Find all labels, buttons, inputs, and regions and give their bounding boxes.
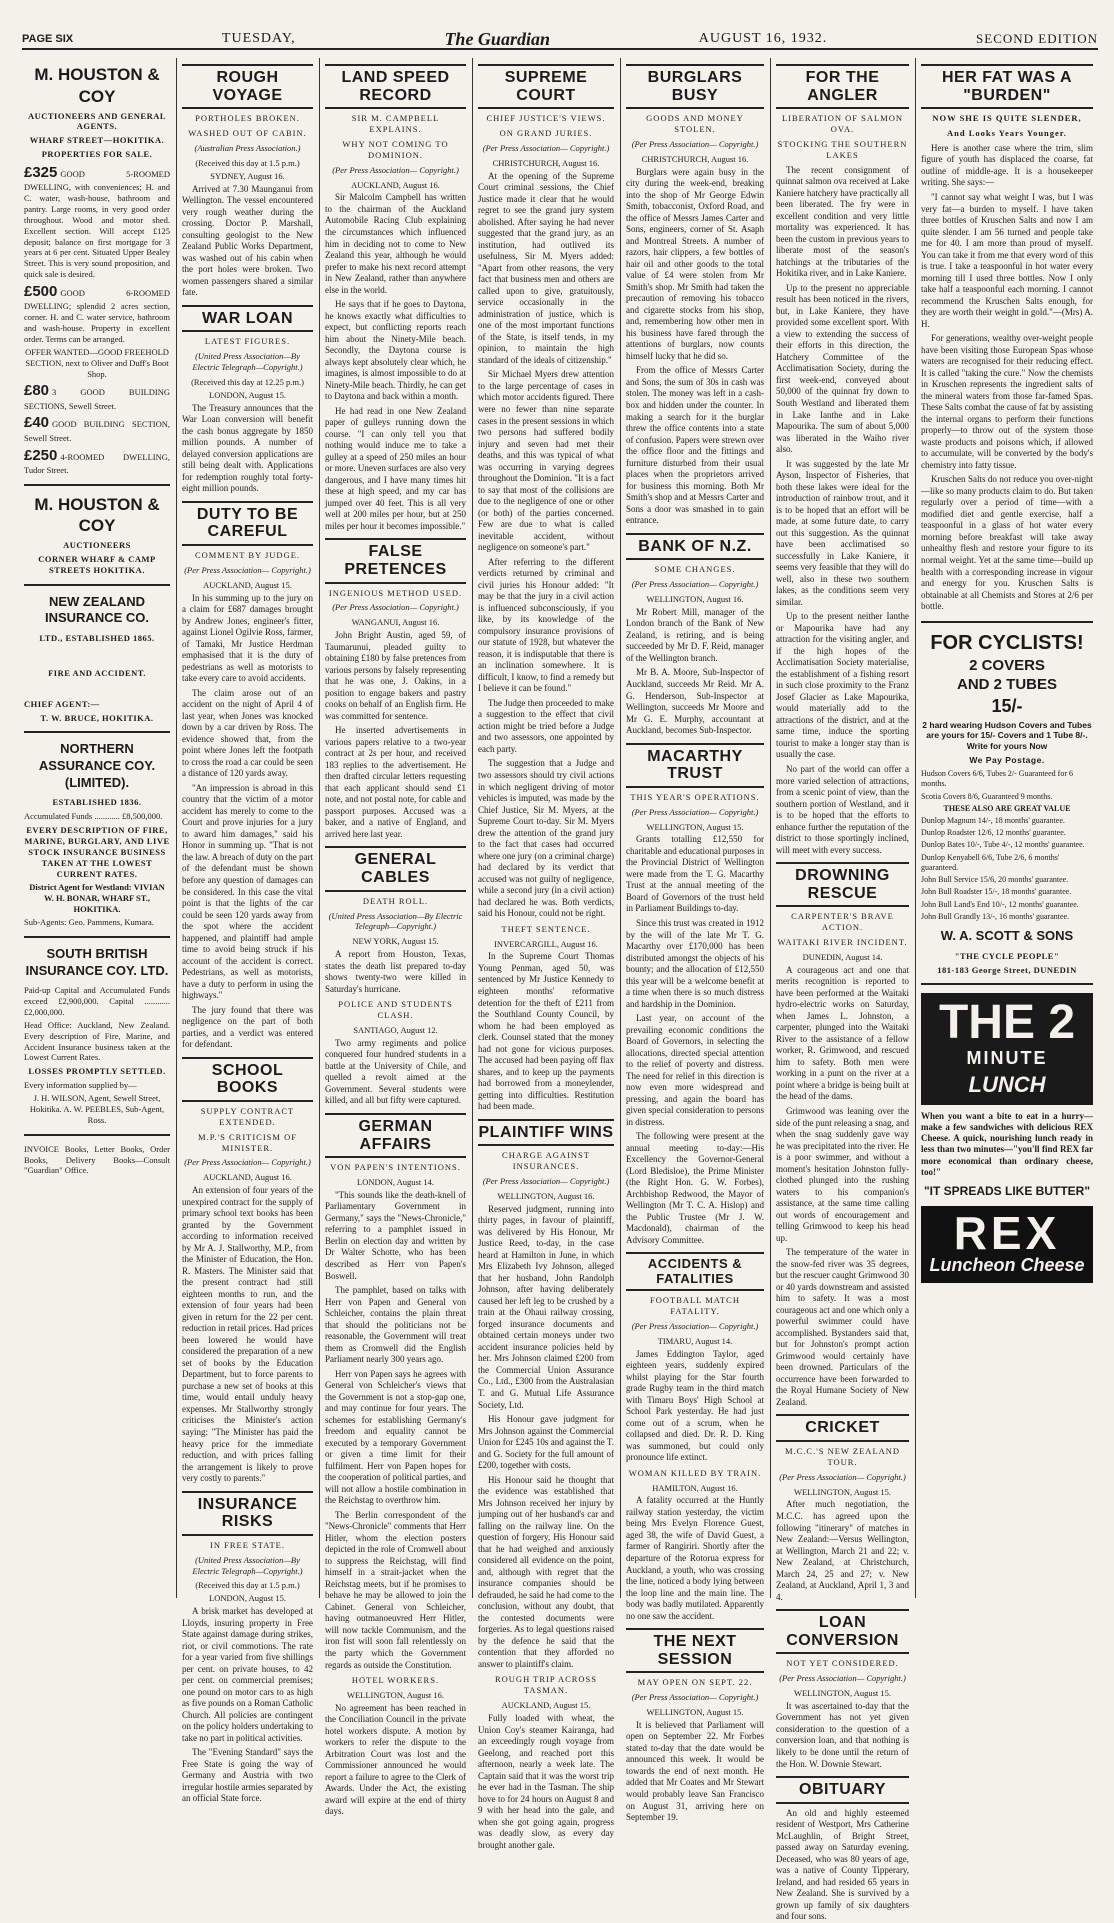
ad-insurance-agent-name: T. W. BRUCE, HOKITIKA.	[40, 712, 154, 723]
article-dateline: WELLINGTON, August 15.	[793, 1486, 892, 1497]
masthead	[22, 30, 1098, 50]
article-headline: SCHOOL BOOKS	[182, 1057, 313, 1102]
press-agency-line: (Per Press Association— Copyright.)	[184, 1157, 311, 1168]
ad-firm-name: M. HOUSTON & COY	[34, 494, 160, 536]
article-subheading: WAITAKI RIVER INCIDENT.	[777, 937, 908, 948]
article-subheading: M.C.C.'S NEW ZEALAND TOUR.	[784, 1445, 901, 1467]
ad-invoice-books: INVOICE Books, Letter Books, Order Books, Delivery Books—Consult "Guardian" Office.	[24, 1143, 170, 1176]
article-paragraph: An old and highly esteemed resident of Westport, Mrs Catherine McLaughlin, of Bright Street, passed away on Saturday evening. Deceased, who was 80 years of age, was a native of County Tipperary, Ireland, and had resided 65 years in New Zealand. She is survived by a grown up family of six daughters and four sons.	[776, 1807, 909, 1922]
article-paragraph: In the Supreme Court Thomas Young Penman, aged 50, was sentenced by Mr Justice Kennedy to eighteen months' reformative detention for the theft of £211 from the Southland County Council, by whom he had been employed as clerk. Counsel stated that the money had not gone for vicious purposes. The accused had been paying off flax shares, and to keep up the payments had borrowed from a moneylender, getting into difficulties. Restitution had been made.	[478, 951, 614, 1112]
article-paragraph: The claim arose out of an accident on the night of April 4 of last year, when Jones was knocked down by a car driven by Ross. The evidence showed that, from the point where Jones left the footpath to cross the road a car could be seen a distance of 120 yards away.	[182, 687, 313, 779]
press-agency-line: (Per Press Association— Copyright.)	[482, 1176, 610, 1186]
article-headline: LAND SPEED RECORD	[325, 64, 466, 109]
cyclist-ad-postage: We Pay Postage.	[969, 755, 1045, 766]
article-dateline: DUNEDIN, August 14.	[802, 951, 883, 962]
article-subheading: ON GRAND JURIES.	[499, 128, 593, 139]
article-paragraph: James Eddington Taylor, aged eighteen years, suddenly expired whilst playing for the Star fourth grade Rugby team in the third match with Timaru Boys' High School at School Park yesterday. He had just come out of a scrum, when he collapsed and died. Dr. R. D. King was summoned, but could only pronounce life extinct.	[626, 1348, 764, 1463]
cycle-shop-tagline: "THE CYCLE PEOPLE"	[954, 950, 1060, 961]
article-subheading: VON PAPEN'S INTENTIONS.	[330, 1162, 461, 1173]
article-subheading: M.P.'S CRITICISM OF MINISTER.	[198, 1131, 297, 1153]
article-paragraph: An extension of four years of the unexpired contract for the supply of primary school text books has been granted by the Government according to information received by Mr A. J. Stallworthy, M.P., from the Minister of Education, the Hon. R. Masters. The Minister said that the present contract had still eighteen months to run, and the extension of four years had been given in return for the 22 per cent. reduction in retail prices. Had prices been lowered he would have considered the preparation of a new set of books by the Education Department, but to force parents to purchase a new set of books at this time, would entail unduly heavy expenses. Mr Stallworthy strongly criticises the Minister's action saying: "The Minister has paid the heavy price for the immediate reduction, and with prices falling the arrangement is likely to prove very costly to parents."	[182, 1185, 313, 1484]
ad-insurance-capital: Paid-up Capital and Accumulated Funds exceed £2,900,000. Capital ............ £2,000,000.	[24, 985, 170, 1017]
article-dateline: SYDNEY, August 16.	[210, 170, 285, 181]
rex-ad-banner	[921, 993, 1093, 1104]
article-subheading: PORTHOLES BROKEN.	[195, 113, 300, 124]
article-paragraph: A courageous act and one that merits recognition is reported to have been performed at the Waitaki hydro-electric works on Saturday, when James L. Johnston, a carpenter, plunged into the Waitaki River to the assistance of a fellow worker, R. Grimwood, and rescued him to safety. Both men were working in a punt on the river at a point where a bridge is being built at the head of the dams.	[776, 964, 909, 1102]
article-subheading: INGENIOUS METHOD USED.	[328, 587, 463, 598]
article-paragraph: Fully loaded with wheat, the Union Coy's steamer Kairanga, had an exceedingly rough voyage from Geelong, and reached port this afternoon, nearly a week late. The Captain said that it was the worst trip he ever had in the Tasman. The ship hove to for 24 hours on August 8 and 9 with her head into the gale, and when she got going again, progress was deadly slow, as every day brought another gale.	[478, 1713, 614, 1850]
article-subheading: NOT YET CONSIDERED.	[786, 1658, 899, 1669]
article-subheading: STOCKING THE SOUTHERN LAKES	[777, 138, 908, 160]
press-agency-line: (Per Press Association— Copyright.)	[631, 1320, 759, 1331]
article-headline: DROWNING RESCUE	[776, 862, 909, 907]
tyre-price-item: Scotia Covers 8/6, Guaranteed 9 months.	[921, 791, 1053, 801]
ad-insurance-office: Head Office: Auckland, New Zealand. Every description of Fire, Marine, and Accident Insurance business taken at the Lowest Current Rates.	[24, 1019, 170, 1063]
rex-ad-lunch: LUNCH	[968, 1071, 1046, 1097]
press-agency-line: (Per Press Association— Copyright.)	[631, 1692, 759, 1703]
article-headline: GENERAL CABLES	[325, 846, 466, 891]
ad-paragraph: Kruschen Salts do not reduce you over-night—like so many products claim to do. But taken regularly over a period of time—with a modified diet and gentle exercise, half a teaspoonful in a glass of hot water every morning before breakfast will take away unhealthy flesh and restore your figure to its normal weight. Yet at the same time—build up health with a corresponding increase in vigour and energy for you. Kruschen Salts is obtainable at all Chemists and Stores at 2/6 per bottle.	[921, 474, 1093, 612]
article-headline: PLAINTIFF WINS	[478, 1119, 614, 1147]
article-paragraph: The "Evening Standard" says the Free State is going the way of Germany and Austria with two irregular hostile armies separated by an official State force.	[182, 1747, 313, 1804]
column-advertisements-left	[24, 58, 170, 1598]
tyre-price-item: John Bull Service 15/6, 20 months' guarantee.	[921, 875, 1069, 885]
article-paragraph: Up to the present neither Ianthe or Mapourika have had any attraction for the visiting angler, and if the high hopes of the Acclimatisation Society materialise, the establishment of a fishing resort in such close proximity to the Franz Josef Glacier as Lake Mapourika, would materially add to the attractions of the district, and at the same time, induce the sporting tourist to make a longer stay than is usually the case.	[776, 611, 909, 760]
article-paragraph: The pamphlet, based on talks with Herr von Papen and General von Schleicher, contains the plain threat that should the politicians not be reasonable, the Government will treat them as Cromwell did the English Parliament nearly 300 years ago.	[325, 1285, 466, 1365]
article-subheading: FOOTBALL MATCH FATALITY.	[650, 1295, 740, 1316]
cyclist-ad	[921, 631, 1093, 767]
article-paragraph: It is believed that Parliament will open on September 22. Mr Forbes stated to-day that the date would be announced this week. It would be towards the end of next month. He added that Mr Coates and Mr Stewart would probably leave San Francisco on August 31, arriving here on September 19.	[626, 1719, 764, 1823]
article-paragraph: He had read in one New Zealand paper of gulleys running down the course. "I can only tell you that nothing would induce me to take a gulley at a speed of 250 miles an hour or more. Uneven surfaces are also very dangerous, and I have many times hit these at high speed, and my car has jumped over 40 feet. This is all very well at 200 miles per hour, but at 250 miles per hour it becomes impossible."	[325, 405, 466, 531]
ad-property-listing	[24, 413, 170, 443]
article-paragraph: The Treasury announces that the War Loan conversion will benefit the cash bonus aggregate by 1850 million pounds. A number of delayed conversion applications are still being dealt with. Applications for redemption roughly total forty-eight million pounds.	[182, 402, 313, 494]
ad-insurance-info: Every information supplied by—	[24, 1080, 137, 1091]
ad-insurance-description: EVERY DESCRIPTION OF FIRE, MARINE, BURGLARY, AND LIVE STOCK INSURANCE BUSINESS TAKEN AT THE LOWEST CURRENT RATES.	[24, 825, 170, 879]
rex-ad-slogan: "IT SPREADS LIKE BUTTER"	[923, 1184, 1091, 1199]
article-subheading: IN FREE STATE.	[210, 1539, 285, 1550]
press-agency-line: (Per Press Association— Copyright.)	[332, 164, 459, 175]
received-line: (Received this day at 12.25 p.m.)	[191, 376, 304, 387]
ad-property-text: 4-ROOMED DWELLING, Tudor Street.	[24, 451, 170, 475]
article-paragraph: Grants totalling £12,550 for charitable and educational purposes in the Provincial District of Wellington were made from the T. G. Macarthy Trust at the annual meeting of the Board of Governors of the trust held in Parliament Buildings to-day.	[626, 834, 764, 914]
masthead-edition: SECOND EDITION	[976, 31, 1098, 46]
article-headline: FALSE PRETENCES	[325, 538, 466, 583]
article-paragraph: The Berlin correspondent of the "News-Chronicle" comments that Herr Hitler, whom the election posters depicted in the role of Cromwell about to suppress the Reichstag, will find himself in a strait-jacket when the Reichstag meets, but if he promises to behave he may be allowed to join the Cabinet. General von Schleicher, having outmanoeuvred Herr Hitler, will now tackle Communism, and the iron fist will soon fall relentlessly on the party which the Government regards as outside the Constitution.	[325, 1509, 466, 1670]
column-advertisements-right	[921, 58, 1093, 1598]
article-paragraph: The following were present at the annual meeting to-day:—His Excellency the Governor-General (Lord Bledisloe), the Prime Minister (the Right Hon. G. W. Forbes), Archbishop Redwood, the Mayor of Wellington (Mr T. C. A. Hislop) and the Public Trustee (Mr J. W. Macdonald), chairman of the Advisory Committee.	[626, 1131, 764, 1245]
masthead-date: AUGUST 16, 1932.	[698, 31, 828, 46]
article-paragraph: Mr B. A. Moore, Sub-Inspector of Auckland, succeeds Mr Reid. Mr A. G. Henderson, Sub-Inspector at Wellington, succeeds Mr Moore and Mr G. E. Murphy, accountant at Auckland, becomes Sub-Inspector.	[626, 667, 764, 736]
article-dateline: AUCKLAND, August 15.	[203, 579, 292, 590]
ad-paragraph: "I cannot say what weight I was, but I was very fat—a burden to myself. I have taken three bottles of Kruschen Salts and now I am quite slender. I am 56 turned and people take me for 40. I am more than proud of myself. You can take it from me that every word of this is true. I take a teaspoonful in hot water every morning till I used three bottles. Now I only take half a teaspoonful each morning. I cannot recommend the Kruschen Salts enough, for they are worth their weight in gold."—(Mrs) A. H.	[921, 192, 1093, 329]
cyclist-ad-covers: 2 COVERS	[969, 657, 1045, 675]
article-headline: GERMAN AFFAIRS	[325, 1113, 466, 1158]
ad-firm-address: WHARF STREET—HOKITIKA.	[29, 135, 165, 146]
article-dateline: WELLINGTON, August 15.	[793, 1688, 892, 1699]
masthead-paper-title: The Guardian	[444, 28, 550, 49]
article-dateline: AUCKLAND, August 15.	[501, 1700, 591, 1711]
ad-divider	[921, 621, 1093, 623]
article-subheading: GOODS AND MONEY STOLEN.	[646, 113, 744, 135]
rex-logo-subtitle: Luncheon Cheese	[929, 1254, 1085, 1275]
article-paragraph: Burglars were again busy in the city during the week-end, breaking into the shop of Mr George Edwin Smith, tobacconist, Oxford Road, and the office of Messrs James Carter and Sons, engineers, corner of St. Asaph and Montreal Streets. A number of razors, hair clippers, a few bottles of hair oil and other goods to the total value of £4 were stolen from Mr Smith's shop. Mr Smith had taken the precaution of removing his tobacco and cigarette stocks from his shop, and, remembering how other men in his business have fared through the attentions of burglars, now counts himself lucky that he did so.	[626, 166, 764, 361]
article-paragraph: In his summing up to the jury on a claim for £687 damages brought by Andrew Jones, engineer's fitter, against Lionel Ogilvie Ross, farmer, of Tamaki, Mr Justice Herdman emphasised that it is the duty of pedestrians as well as motorists to take every care to avoid accidents.	[182, 592, 313, 684]
ad-insurance-established: LTD., ESTABLISHED 1865.	[39, 632, 155, 643]
article-subheading: CHIEF JUSTICE'S VIEWS.	[486, 113, 606, 124]
article-headline: INSURANCE RISKS	[182, 1491, 313, 1536]
ad-insurance-established: ESTABLISHED 1836.	[52, 797, 142, 808]
article-dateline: WANGANUI, August 16.	[351, 617, 440, 628]
ad-insurance-agents: District Agent for Westland: VIVIAN W. H. BONAR, WHARF ST., HOKITIKA.	[29, 882, 165, 915]
rex-logo	[921, 1206, 1093, 1284]
article-paragraph: Arrived at 7.30 Maunganui from Wellington. The vessel encountered very rough weather during the crossing. Doctor P. Marshall, consulting geologist to the New Zealand Public Works Department, was washed out of his cabin when the port holes were broken. Two women passengers shared a similar fate.	[182, 183, 313, 298]
article-subheading: LATEST FIGURES.	[204, 336, 291, 347]
tyre-price-item: Dunlop Magnum 14/-, 18 months' guarantee.	[921, 816, 1065, 825]
tyre-price-item: Dunlop Roadster 12/6, 12 months' guarantee.	[921, 828, 1066, 838]
article-dateline: LONDON, August 15.	[209, 389, 286, 400]
press-agency-line: (United Press Association—By Electric Telegraph—Copyright.)	[328, 910, 463, 932]
ad-paragraph: Here is another case where the trim, slim figure of youth has displaced the coarse, fat outline of middle-age. It is a housekeeper writing. She says:—	[921, 142, 1093, 188]
press-agency-line: (Australian Press Association.)	[194, 142, 301, 153]
press-agency-line: (Per Press Association— Copyright.)	[631, 138, 759, 149]
article-headline: CRICKET	[776, 1414, 909, 1442]
article-paragraph: "An impression is abroad in this country that the victim of a motor accident has merely to come to the Court and prove injuries for a jury to award him damages," said his Honor in summing up. "That is not the law. A breach of duty on the part of the defendant must be shown before any question of damages can be considered. In this case the vital point is that the lights of the car could be seen 120 yards away from the spot where the accident happened, and plaintiff had ample time to avoid being struck if his account of the accident is correct. Pedestrians, as well as motorists, have a duty to perform in using the highways."	[182, 782, 313, 1001]
ad-divider	[24, 1134, 170, 1136]
article-headline: MACARTHY TRUST	[626, 743, 764, 788]
ad-property-listing	[24, 163, 170, 280]
received-line: (Received this day at 1.5 p.m.)	[195, 1580, 300, 1591]
tyre-price-item: Dunlop Bates 10/-, Tube 4/-, 12 months' guarantee.	[921, 840, 1085, 850]
ad-property-price: £80	[24, 382, 50, 400]
article-paragraph: It was suggested by the late Mr Ayson, Inspector of Fisheries, that both these lakes were ideal for the introduction of rainbow trout, and it is to be hoped that an effort will be made, at some future date, to carry out this suggestion. As the quinnat have been acclimatised so successfully in Lake Kaniere, it seems very feasible that they will do well, also in these two southern lakes, as the conditions seem very similar.	[776, 458, 909, 607]
article-paragraph: The recent consignment of quinnat salmon ova received at Lake Kaniere hatchery have practically all been liberated. The fry were in excellent condition and very little mortality was experienced. It has been the custom in previous years to liberate most of the season's hatchings at the tributaries of the Hokitika river, and in Lake Kaniere.	[776, 164, 909, 279]
article-subheading: CHARGE AGAINST INSURANCES.	[502, 1150, 590, 1172]
column-4	[478, 58, 614, 1850]
ad-insurance-agent-label: CHIEF AGENT:—	[24, 698, 100, 709]
article-paragraph: Grimwood was leaning over the side of the punt releasing a snag, and when the snag suddenly gave way he was precipitated into the river. He is a poor swimmer, and without a moment's hesitation Johnston fully-clothed plunged into the rushing waters to his companion's assistance, at the same time calling out words of encouragement and telling Grimwood to keep his head up.	[776, 1105, 909, 1243]
article-paragraph: A brisk market has developed at Lloyds, insuring property in Free State against damage during strikes, riot, or civil commotions. The rate for a year varied from five shillings per cent. on private houses, to 42 per cent. on commercial premises; one pound on motor cars to as high as five pounds on a Roman Catholic Church. All policies are contingent on the policy holders undertaking to take no part in political activities.	[182, 1606, 313, 1743]
article-paragraph: Last year, on account of the prevailing economic conditions the Board of Governors, in selecting the allocations, directed special attention to the relief of poverty and distress. The need for relief in this direction is now even more widespread and pressing, and again the board has given special consideration to persons in distress.	[626, 1013, 764, 1127]
ad-insurance-name: NORTHERN ASSURANCE COY. (LIMITED).	[38, 741, 156, 790]
article-headline: FOR THE ANGLER	[776, 64, 909, 109]
column-5	[626, 58, 764, 1823]
article-subheading: SOME CHANGES.	[654, 564, 736, 575]
page-number: PAGE SIX	[22, 33, 74, 45]
article-subheading: MAY OPEN ON SEPT. 22.	[637, 1677, 753, 1688]
article-paragraph: Sir Malcolm Campbell has written to the chairman of the Auckland Automobile Racing Club explaining the circumstances which influenced him in deciding not to come to New Zealand this year, although he would prefer to make his next record attempt in New Zealand, rather than anywhere else in the world.	[325, 192, 466, 295]
ad-property-text: GOOD 6-ROOMED DWELLING; splendid 2 acres section, corner. H. and C. water service, bathroom and wash-house. Property in excellent order. Terms can be arranged.	[24, 288, 170, 344]
article-paragraph: After much negotiation, the M.C.C. has agreed upon the following "itinerary" of matches in New Zealand:—Versus Wellington, at Wellington, March 21 and 22; v. New Zealand, at Christchurch, March 24, 25 and 27; v. New Zealand, at Auckland, April 1, 3 and 4.	[776, 1499, 909, 1602]
article-subheading: SUPPLY CONTRACT EXTENDED.	[200, 1105, 295, 1127]
cyclist-ad-title: FOR CYCLISTS!	[930, 631, 1084, 654]
cycle-shop-name: W. A. SCOTT & SONS	[940, 928, 1074, 944]
cyclist-ad-tubes: AND 2 TUBES	[956, 676, 1057, 694]
press-agency-line: (United Press Association—By Electric Telegraph—Copyright.)	[192, 351, 303, 373]
article-subheading: DEATH ROLL.	[362, 895, 429, 906]
article-headline: THE NEXT SESSION	[626, 1628, 764, 1673]
article-subheading: CARPENTER'S BRAVE ACTION.	[791, 911, 894, 933]
press-agency-line: (Per Press Association— Copyright.)	[482, 142, 610, 153]
ad-offer-wanted: OFFER WANTED—GOOD FREEHOLD SECTION, next to Oliver and Duff's Boot Shop.	[25, 346, 169, 379]
article-headline: LOAN CONVERSION	[776, 1609, 909, 1654]
ad-divider	[24, 584, 170, 586]
ad-property-price: £500	[24, 283, 58, 301]
article-paragraph: "This sounds like the death-knell of Parliamentary Government in Germany," says the "News-Chronicle," referring to a pamphlet issued in Berlin on election day and written by Dr Walter Schotte, who has been described as Herr von Papen's Boswell.	[325, 1189, 466, 1281]
article-paragraph: After referring to the different verdicts returned by criminal and civil juries his Honour added: "It may be that the jury in a civil action is influenced subconsciously, if you like, by its knowledge of the compulsory insurance provisions of our statute of 1928, but whatever the reason, it is indisputable that there is an inclination somewhere. It is difficult, I know, to find a remedy but I believe it can be found."	[478, 556, 614, 694]
article-dateline: WELLINGTON, August 16.	[346, 1689, 445, 1700]
cycle-shop-address: 181-183 George Street, DUNEDIN	[937, 964, 1077, 975]
article-paragraph: Up to the present no appreciable result has been noticed in the rivers, but, in Lake Kaniere, they have provided some excellent sport. With a view to extending the success of their efforts in this direction, the Hatchery Committee of the Acclimatisation Society, during the first week-end, conveyed about 50,000 of the quinnat fry down to South Westland and liberated them in Lake Ianthe and in Lake Mapourika. The sum of about 5,000 was liberated in the Waiho river also.	[776, 282, 909, 455]
article-paragraph: Since this trust was created in 1912 by the will of the late Mr T. G. Macarthy over £170,000 has been distributed amongst the objects of his bounty; and the allocation of £12,550 this year will be a welcome benefit at a time when there is so much distress and hardship in the Dominion.	[626, 917, 764, 1009]
ad-property-price: £40	[24, 414, 50, 432]
tyre-price-item: John Bull Roadster 15/-, 18 months' guarantee.	[921, 887, 1072, 897]
ad-property-listing	[24, 282, 170, 345]
column-rule	[472, 58, 473, 1598]
rex-logo-text: REX	[953, 1206, 1061, 1259]
ad-insurance-subagents: Sub-Agents: Geo. Pammens, Kumara.	[24, 917, 154, 928]
article-paragraph: His Honour said he thought that the evidence was established that Mrs Johnson received her injury by jumping out of her husband's car and falling on the railway line. On the question of forgery, His Honour said that he had weighed and anxiously considered all evidence on the point, and, although with regret that the insurance companies should be defrauded, he said he had come to the conclusion, without any doubt, that the contested documents were forgeries. As to legal questions raised by the defence he said that the contention that they afforded no answer to plaintiff's claim.	[478, 1474, 614, 1669]
ad-property-text: GOOD 5-ROOMED DWELLING, with conveniences; H. and C. water, wash-house, bathroom and pantry. Large rooms, in very good order throughout. Wood and motor shed. Excellent section. Will accept £125 deposit; balance on first mortgage for 3 years at 6 per cent. Situated Upper Bealey Street. This is very sound proposition, and quick sale is desired.	[24, 169, 170, 280]
article-dateline: LONDON, August 14.	[357, 1177, 434, 1188]
rex-ad-copy: When you want a bite to eat in a hurry—make a few sandwiches with delicious REX Cheese. A quick, nourishing lunch ready in less than two minutes—"you'll find REX far more economical than ordinary cheese, too!"	[921, 1110, 1093, 1177]
article-paragraph: The jury found that there was negligence on the part of both parties, and a verdict was entered for defendant.	[182, 1004, 313, 1050]
article-headline: BURGLARS BUSY	[626, 64, 764, 109]
column-3	[325, 58, 466, 1817]
article-dateline: CHRISTCHURCH, August 16.	[641, 153, 749, 164]
article-subheading: HOTEL WORKERS.	[351, 1675, 440, 1686]
press-agency-line: (Per Press Association— Copyright.)	[779, 1673, 906, 1684]
column-rule	[319, 58, 320, 1598]
press-agency-line: (Per Press Association— Copyright.)	[184, 564, 311, 575]
ad-divider	[24, 484, 170, 486]
tyre-price-list	[921, 769, 1093, 922]
article-headline: DUTY TO BE CAREFUL	[182, 501, 313, 546]
article-headline: BANK OF N.Z.	[626, 533, 764, 561]
ad-insurance-name: NEW ZEALAND INSURANCE CO.	[44, 593, 149, 626]
tyre-price-item: John Bull Grandly 13/-, 16 months' guarantee.	[921, 911, 1070, 921]
ad-property-text: GOOD BUILDING SECTION, Sewell Street.	[24, 419, 170, 443]
ad-property-text: 3 GOOD BUILDING SECTIONS, Sewell Street.	[24, 387, 170, 411]
ad-headline: HER FAT WAS A "BURDEN"	[921, 64, 1093, 109]
article-paragraph: He says that if he goes to Daytona, he knows exactly what difficulties to expect, but conflicting reports reach him about the Ninety-Mile beach. Secondly, the Daytona course is always kept absolutely clear which, he imagines, is almost impossible to do at Ninety-Mile beach. Thirdly, he can get to Daytona and back within a month.	[325, 299, 466, 402]
article-dateline: CHRISTCHURCH, August 16.	[492, 157, 600, 168]
tyre-price-heading: THESE ALSO ARE GREAT VALUE	[943, 803, 1071, 813]
article-paragraph: The temperature of the water in the snow-fed river was 35 degrees, but the rescuer caught Grimwood 30 or 40 yards downstream and assisted him to safety. It was a most courageous act and one which only a powerful swimmer could have accomplished. Bystanders said that, but for Johnston's prompt action Grimwood would certainly have been drowned. Particulars of the occurrence have been forwarded to the Royal Humane Society of New Zealand.	[776, 1247, 909, 1407]
cyclist-ad-offer: 2 hard wearing Hudson Covers and Tubes are yours for 15/- Covers and 1 Tube 8/-. Write for yours Now	[922, 719, 1092, 752]
article-headline: SUPREME COURT	[478, 64, 614, 109]
article-paragraph: Herr von Papen says he agrees with General von Schleicher's views that the Government is not a stop-gap one, and may continue for four years. The schemes for establishing Germany's freedom and equality cannot be executed by a temporary Government or given a time limit for their fulfilment. Herr von Papen hopes for the cooperation of political parties, and will not allow a hostile combination in the Reichstag to overthrow him.	[325, 1368, 466, 1506]
article-dateline: LONDON, August 15.	[209, 1593, 286, 1604]
article-paragraph: Two army regiments and police conquered four hundred students in a battle at the University of Chile, and quelled a revolt aimed at the Government. Several students were killed, and all but fifty were captured.	[325, 1037, 466, 1106]
article-subheading: WOMAN KILLED BY TRAIN.	[628, 1467, 762, 1478]
press-agency-line: (Per Press Association— Copyright.)	[631, 806, 759, 817]
column-rule	[620, 58, 621, 1598]
tyre-price-item: John Bull Land's End 10/-, 12 months' guarantee.	[921, 899, 1079, 909]
article-subheading: WHY NOT COMING TO DOMINION.	[342, 138, 449, 160]
article-subheading: THEFT SENTENCE.	[501, 923, 591, 934]
ad-firm-role: AUCTIONEERS AND GENERAL AGENTS.	[27, 110, 167, 132]
article-paragraph: The Judge then proceeded to make a suggestion to the effect that civil action might be tried before a Judge and two assessors, one appointed by each party.	[478, 697, 614, 754]
article-paragraph: Sir Michael Myers drew attention to the large percentage of cases in which motor accidents figured. There were no fewer than nine separate cases in the present sessions in which two persons had suffered bodily injury and seven had met their deaths, and this was typical of what was occurring in varying degrees throughout the Dominion. "It is a fact to say that most of the collisions are due to the negligence of one or other (or both) of the parties concerned. Few are due to what is called inevitable accident, without negligence on someone's part."	[478, 369, 614, 553]
press-agency-line: (Per Press Association— Copyright.)	[779, 1471, 906, 1482]
masthead-day: TUESDAY,	[221, 31, 296, 46]
ad-subheading: And Looks Years Younger.	[947, 128, 1067, 139]
article-paragraph: A fatality occurred at the Huntly railway station yesterday, the victim being Mrs Evelyn Florence Guest, aged 38, the wife of David Guest, a farmer of Rangiriri. Shortly after the departure of the Rotorua express for Auckland, a youth, who was crossing the line, noticed a body lying between the loop line and the main line. The body was badly mutilated. Apparently no one saw the accident.	[626, 1495, 764, 1621]
column-rule	[770, 58, 771, 1598]
ad-property-price: £325	[24, 164, 58, 181]
article-dateline: WELLINGTON, August 16.	[646, 594, 744, 605]
article-headline: OBITUARY	[776, 1776, 909, 1804]
ad-firm-name: M. HOUSTON & COY	[34, 65, 160, 106]
article-dateline: HAMILTON, August 16.	[652, 1482, 738, 1493]
ad-divider	[921, 983, 1093, 985]
ad-property-listing	[24, 446, 170, 476]
tyre-price-item: Dunlop Kenyabell 6/6, Tube 2/6, 6 months' guaranteed.	[921, 852, 1060, 872]
article-paragraph: From the office of Messrs Carter and Sons, the sum of 30s in cash was stolen. The money was left in a cash-box and hidden under the counter. In making a search for it the burglar threw the office contents into a state of confusion. Papers were strewn over the office floor and the fittings and furniture disturbed from their usual places when the proprietors arrived for business this morning. Both Mr Smith's shop and at Messrs Carter and Sons a door was smashed in to gain entrance.	[626, 365, 764, 526]
article-paragraph: Mr Robert Mill, manager of the London branch of the Bank of New Zealand, is retiring, and is being succeeded by Mr D. F. Reid, manager of the Wellington branch.	[626, 606, 764, 663]
article-paragraph: His Honour gave judgment for Mrs Johnson against the Commercial Union for £245 10s and against the T. and G. Society for the full amount of £200, together with costs.	[478, 1414, 614, 1471]
article-dateline: AUCKLAND, August 16.	[203, 1172, 292, 1183]
rex-ad-two: THE 2	[938, 996, 1076, 1050]
ad-insurance-type: FIRE AND ACCIDENT.	[48, 667, 146, 678]
column-2	[182, 58, 313, 1804]
ad-insurance-losses: LOSSES PROMPTLY SETTLED.	[28, 1066, 166, 1077]
article-subheading: SIR M. CAMPBELL EXPLAINS.	[351, 113, 440, 135]
article-headline: WAR LOAN	[182, 305, 313, 333]
article-subheading: WASHED OUT OF CABIN.	[188, 128, 307, 139]
received-line: (Received this day at 1.5 p.m.)	[195, 157, 300, 168]
article-dateline: WELLINGTON, August 15.	[646, 1707, 744, 1718]
article-subheading: POLICE AND STUDENTS CLASH.	[338, 999, 453, 1021]
press-agency-line: (Per Press Association— Copyright.)	[332, 602, 459, 613]
column-6	[776, 58, 909, 1922]
ad-firm-role: AUCTIONEERS	[63, 540, 131, 551]
article-dateline: INVERCARGILL, August 16.	[494, 938, 598, 949]
ad-divider	[24, 936, 170, 938]
article-paragraph: He inserted advertisements in various papers relative to a two-year contract at 2s per hour, and received 183 replies to the advertisement. He then drafted circular letters requesting that each applicant should send £1 note, and not postal note, for cable and passport purposes. Accused was a baker, and a native of England, and arrived here last year.	[325, 725, 466, 839]
tyre-price-item: Hudson Covers 6/6, Tubes 2/- Guaranteed for 6 months.	[921, 769, 1073, 789]
article-subheading: LIBERATION OF SALMON OVA.	[781, 113, 904, 135]
ad-divider	[24, 731, 170, 733]
cyclist-ad-price: 15/-	[991, 695, 1023, 716]
ad-property-listing	[24, 381, 170, 411]
ad-property-price: £250	[24, 446, 58, 464]
ad-properties-heading: PROPERTIES FOR SALE.	[41, 149, 153, 160]
press-agency-line: (United Press Association—By Electric Telegraph—Copyright.)	[192, 1554, 303, 1576]
column-rule	[915, 58, 916, 1598]
article-dateline: TIMARU, August 14.	[657, 1335, 733, 1346]
article-paragraph: No part of the world can offer a more varied selection of attractions, from a scenic point of view, than the southern portion of Westland, and it is to be hoped that the efforts to enhance further the reputation of the district to those sportingly inclined, will meet with every success.	[776, 763, 909, 855]
press-agency-line: (Per Press Association— Copyright.)	[631, 579, 759, 590]
article-dateline: WELLINGTON, August 15.	[646, 821, 744, 832]
rex-ad-minute: MINUTE	[966, 1048, 1048, 1069]
article-headline: ROUGH VOYAGE	[182, 64, 313, 109]
ad-firm-address: CORNER WHARF & CAMP STREETS HOKITIKA.	[38, 553, 156, 575]
article-paragraph: It was ascertained to-day that the Government has not yet given consideration to the question of a conversion loan, and that nothing is likely to be done until the return of the Hon. W. Downie Stewart.	[776, 1700, 909, 1769]
column-rule	[176, 58, 177, 1598]
article-paragraph: A report from Houston, Texas, states the death list prepared to-day shows twenty-two were killed in Saturday's hurricane.	[325, 949, 466, 994]
article-subheading: THIS YEAR'S OPERATIONS.	[630, 791, 760, 802]
article-dateline: NEW YORK, August 15.	[352, 936, 439, 947]
article-dateline: SANTIAGO, August 12.	[353, 1024, 438, 1035]
ad-paragraph: For generations, wealthy over-weight people have been visiting those European Spas whose waters are recognised for their reducing effect. It is called "taking the cure." Now the chemists in Kruschen represents the ingredient salts of the mineral waters from those far-famed Spas. These Salts combat the cause of fat by assisting the internal organs to perform their functions properly—to throw out of the system those waste products and poisons which, if allowed to accumulate, will be converted by the body's chemistry into fatty tissue.	[921, 333, 1093, 470]
article-paragraph: John Bright Austin, aged 59, of Taumarunui, pleaded guilty to obtaining £180 by false pretences from various persons by falsely representing that he was one, J. Oakins, in a position to engage bakers and pastry cooks on behalf of an English firm. He was committed for sentence.	[325, 630, 466, 721]
article-subheading: ROUGH TRIP ACROSS TASMAN.	[494, 1674, 598, 1696]
article-paragraph: Reserved judgment, running into thirty pages, in favour of plaintiff, was delivered by His Honour, Mr Justice Reed, to-day, in the case heard at Hamilton in June, in which Mrs Elizabeth Ivy Johnson, alleged that her husband, John Randolph Johnson, after having deliberately caused her left leg to be crushed by a train at the Ohaui railway crossing, forged insurance documents and obtained certain moneys under two accident insurance policies held by her. Mrs Johnson claimed £200 from the Commercial Union Assurance Co., Ltd., £300 from the Australasian T. and G. Mutual Life Assurance Society, Ltd.	[478, 1203, 614, 1410]
article-dateline: WELLINGTON, August 16.	[497, 1190, 595, 1201]
ad-subheading: NOW SHE IS QUITE SLENDER,	[932, 113, 1082, 124]
article-paragraph: At the opening of the Supreme Court criminal sessions, the Chief Justice made it clear that he would regret to see the grand jury system abolished. After saying he had never suggested that the grand jury, as an institution, had outlived its usefulness, Sir M. Myers added: "Apart from other reasons, the very fact that business men and others are called upon to give, gratuitously, service occasionally in the administration of justice, which is one of the most important functions of the State, is itself tends, in my opinion, to maintain the high standard of the ideals of citizenship."	[478, 170, 614, 365]
article-paragraph: The suggestion that a Judge and two assessors should try civil actions in which negligent driving of motor vehicles is imputed, was made by the Chief Justice, Sir M. Myers, at the Supreme Court to-day. Sir M. Myers drew the attention of the grand jury to the fact that cases had occurred where one jury (on a criminal charge) had declared by its verdict that accused was not guilty of negligence, while a second jury (in a civil action) had declared he was. Both verdicts, said his Honour, could not be right.	[478, 758, 614, 919]
ad-insurance-agents: J. H. WILSON, Agent, Sewell Street, Hokitika. A. W. PEEBLES, Sub-Agent, Ross.	[29, 1093, 165, 1125]
article-subheading: COMMENT BY JUDGE.	[194, 550, 301, 560]
ad-insurance-name: SOUTH BRITISH INSURANCE COY. LTD.	[25, 945, 169, 978]
article-headline: ACCIDENTS & FATALITIES	[626, 1252, 764, 1291]
ad-insurance-funds: Accumulated Funds ............ £8,500,000.	[24, 811, 163, 822]
article-dateline: AUCKLAND, August 16.	[351, 179, 440, 190]
article-paragraph: No agreement has been reached in the Conciliation Council in the private hotel workers dispute. A motion by workers to refer the dispute to the Arbitration Court was lost and the Commissioner announced he would report a failure to agree to the Clerk of Awards. Under the Act, the existing award will expire at the end of thirty days.	[325, 1702, 466, 1817]
